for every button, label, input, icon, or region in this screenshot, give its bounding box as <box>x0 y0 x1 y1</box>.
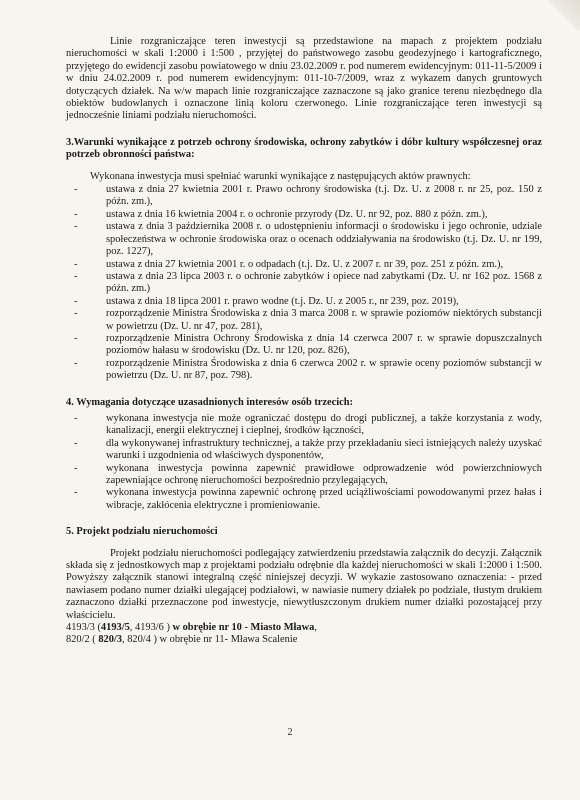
section-5-heading: 5. Projekt podziału nieruchomości <box>66 526 218 538</box>
list-item: - wykonana inwestycja powinna zapewnić ochronę przed uciążliwościami powodowanymi przez hałas i wibracje, zakłócenia elektryczne i promieniowanie. <box>66 487 542 512</box>
legal-acts-list <box>66 184 542 383</box>
paragraph-boundary-lines: Linie rozgraniczające teren inwestycji są przedstawione na mapach z projektem podziału nieruchomości w skali 1:2000 i 1:500 , przyjętej do państwowego zasobu geodezyjnego i kartograficznego, przyjętego do ewidencji zasobu powiatowego w dniu 23.02.2009 r. pod numerem ewidencyjnym: 011-11-5/2009 i w dniu 24.02.2009 r. pod numerem ewidencyjnym: 011-10-7/2009, wraz z wykazem danych gruntowych dotyczących działek. Na w/w mapach linie rozgraniczające zaznaczone są jako granice terenu niezbędnego dla obiektów budowlanych i oznaczone linią koloru czerwonego. Linie rozgraniczające teren inwestycji są jednocześnie liniami podziału nieruchomości. <box>66 36 542 122</box>
list-item: - ustawa z dnia 3 października 2008 r. o udostępnieniu informacji o środowisku i jego ochronie, udziale społeczeństwa w ochronie środowiska oraz o ocenach oddziaływania na środowisko (t.j. Dz. U. nr 199, poz. 1227), <box>66 221 542 258</box>
section-3-heading: 3.Warunki wynikające z potrzeb ochrony środowiska, ochrony zabytków i dóbr kultury współczesnej oraz potrzeb obronności państwa: <box>66 136 542 161</box>
list-item: - ustawa z dnia 16 kwietnia 2004 r. o ochronie przyrody (Dz. U. nr 92, poz. 880 z późn. zm.), <box>66 209 542 221</box>
third-party-requirements-list <box>66 413 542 512</box>
page-number: 2 <box>287 727 293 738</box>
list-item: - ustawa z dnia 18 lipca 2001 r. prawo wodne (t.j. Dz. U. z 2005 r., nr 239, poz. 2019), <box>66 296 542 308</box>
list-item: - ustawa z dnia 27 kwietnia 2001 r. o odpadach (t.j. Dz. U. z 2007 r. nr 39, poz. 251 z późn. zm.), <box>66 259 542 271</box>
section-4-heading: 4. Wymagania dotyczące uzasadnionych interesów osób trzecich: <box>66 396 353 408</box>
section-5-paragraph: Projekt podziału nieruchomości podlegający zatwierdzeniu przedstawia załącznik do decyzji. Załącznik składa się z jednostkowych map z projektami podziału odrębnie dla każdej nieruchomości w skali 1:2000 i 1:500. Powyższy załącznik stanowi integralną część niniejszej decyzji. W wykazie zastosowano oznaczenia: - przed nawiasem podano numer działki ulegającej podziałowi, w nawiasie numery działek po podziale, tłustym drukiem zaznaczono działki przeznaczone pod inwestycje, niewytłuszczonym drukiem numer działki pozostającej przy właścicielu. <box>66 547 542 621</box>
section-3-intro: Wykonana inwestycja musi spełniać warunki wynikające z następujących aktów prawnych: <box>90 170 471 182</box>
list-item: - ustawa z dnia 23 lipca 2003 r. o ochronie zabytków i opiece nad zabytkami (Dz. U. nr 162 poz. 1568 z późn. zm.) <box>66 271 542 296</box>
list-item: - dla wykonywanej infrastruktury technicznej, a także przy przekładaniu sieci istniejących należy uzyskać warunki i uzgodnienia od właściwych dysponentów, <box>66 438 542 463</box>
list-item: - ustawa z dnia 27 kwietnia 2001 r. Prawo ochrony środowiska (t.j. Dz. U. z 2008 r. nr 25, poz. 150 z późn. zm.), <box>66 184 542 209</box>
parcel-line: 820/2 ( 820/3, 820/4 ) w obrębie nr 11- Mława Scalenie <box>66 634 298 646</box>
list-item: - rozporządzenie Ministra Środowiska z dnia 3 marca 2008 r. w sprawie poziomów niektórych substancji w powietrzu (Dz. U. nr 47, poz. 281), <box>66 308 542 333</box>
list-item: - rozporządzenie Ministra Ochrony Środowiska z dnia 14 czerwca 2007 r. w sprawie dopuszczalnych poziomów hałasu w środowisku (Dz. U. nr 120, poz. 826), <box>66 333 542 358</box>
list-item: - wykonana inwestycja powinna zapewnić prawidłowe odprowadzenie wód powierzchniowych zapewniające ochronę nieruchomości bezpośrednio przylegających, <box>66 463 542 488</box>
list-item: - rozporządzenie Ministra Środowiska z dnia 6 czerwca 2002 r. w sprawie oceny poziomów substancji w powietrzu (Dz. U. nr 87, poz. 798). <box>66 358 542 383</box>
parcel-line: 4193/3 (4193/5, 4193/6 ) w obrębie nr 10 - Miasto Mława, <box>66 622 317 634</box>
list-item: - wykonana inwestycja nie może ograniczać dostępu do drogi publicznej, a także korzystania z wody, kanalizacji, energii elektrycznej i cieplnej, środków łączności, <box>66 413 542 438</box>
folded-corner <box>538 0 580 30</box>
